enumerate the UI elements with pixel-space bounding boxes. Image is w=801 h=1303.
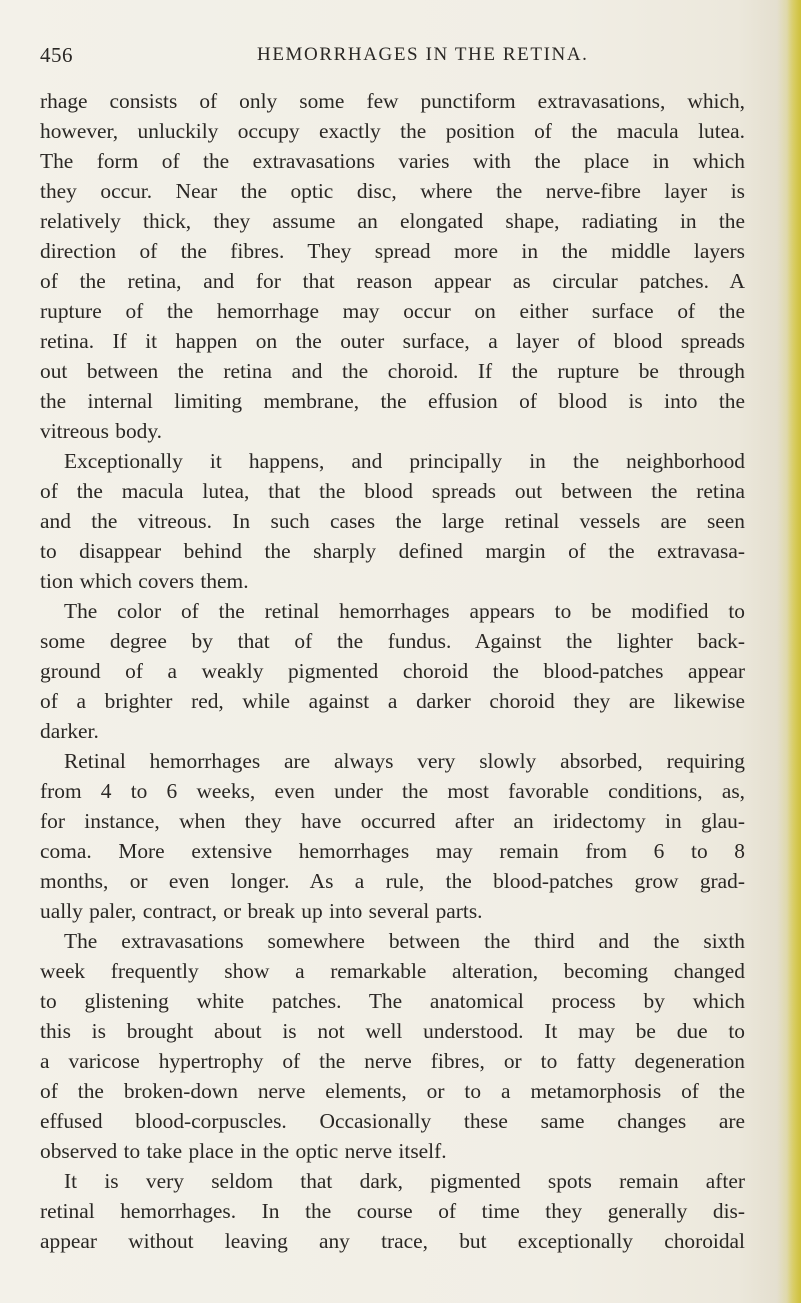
text-line: from 4 to 6 weeks, even under the most favorable conditions, as, [40, 779, 745, 803]
text-line: this is brought about is not well understood. It may be due to [40, 1019, 745, 1043]
text-line: effused blood-corpuscles. Occasionally these same changes are [40, 1109, 745, 1133]
text-line: of a brighter red, while against a darker choroid they are likewise [40, 689, 745, 713]
text-line: rhage consists of only some few punctiform extravasations, which, [40, 89, 745, 113]
text-line: of the macula lutea, that the blood spreads out between the retina [40, 479, 745, 503]
text-line: Retinal hemorrhages are always very slowly absorbed, requiring [64, 749, 745, 773]
text-line: the internal limiting membrane, the effusion of blood is into the [40, 389, 745, 413]
text-line: Exceptionally it happens, and principally in the neighborhood [64, 449, 745, 473]
text-line: direction of the fibres. They spread more in the middle layers [40, 239, 745, 263]
text-line: It is very seldom that dark, pigmented spots remain after [64, 1169, 745, 1193]
text-line: observed to take place in the optic nerve itself. [40, 1139, 447, 1163]
text-line: vitreous body. [40, 419, 163, 443]
text-line: to disappear behind the sharply defined margin of the extravasa- [40, 539, 745, 563]
text-line: of the broken-down nerve elements, or to a metamorphosis of the [40, 1079, 745, 1103]
text-line: The extravasations somewhere between the third and the sixth [64, 929, 745, 953]
running-head-title: HEMORRHAGES IN THE RETINA. [257, 44, 589, 65]
text-line: retina. If it happen on the outer surface, a layer of blood spreads [40, 329, 745, 353]
text-line: and the vitreous. In such cases the large retinal vessels are seen [40, 509, 745, 533]
text-line: to glistening white patches. The anatomical process by which [40, 989, 745, 1013]
text-line: ground of a weakly pigmented choroid the blood-patches appear [40, 659, 745, 683]
body-text [40, 86, 745, 1256]
text-line: retinal hemorrhages. In the course of time they generally dis- [40, 1199, 745, 1223]
text-line: week frequently show a remarkable alteration, becoming changed [40, 959, 745, 983]
text-line: a varicose hypertrophy of the nerve fibres, or to fatty degeneration [40, 1049, 745, 1073]
text-line: rupture of the hemorrhage may occur on either surface of the [40, 299, 745, 323]
text-line: however, unluckily occupy exactly the position of the macula lutea. [40, 119, 745, 143]
text-line: months, or even longer. As a rule, the blood-patches grow grad- [40, 869, 745, 893]
text-line: for instance, when they have occurred after an iridectomy in glau- [40, 809, 745, 833]
text-line: darker. [40, 719, 99, 743]
text-line: The form of the extravasations varies with the place in which [40, 149, 745, 173]
text-line: The color of the retinal hemorrhages appears to be modified to [64, 599, 745, 623]
running-head [40, 43, 740, 73]
text-line: relatively thick, they assume an elongated shape, radiating in the [40, 209, 745, 233]
page-edge [787, 0, 801, 1303]
page-number: 456 [40, 43, 73, 67]
text-line: they occur. Near the optic disc, where the nerve-fibre layer is [40, 179, 745, 203]
text-line: ually paler, contract, or break up into several parts. [40, 899, 483, 923]
text-line: some degree by that of the fundus. Against the lighter back- [40, 629, 745, 653]
text-line: coma. More extensive hemorrhages may remain from 6 to 8 [40, 839, 745, 863]
text-line: appear without leaving any trace, but exceptionally choroidal [40, 1229, 745, 1253]
text-line: tion which covers them. [40, 569, 249, 593]
text-line: out between the retina and the choroid. If the rupture be through [40, 359, 745, 383]
text-line: of the retina, and for that reason appear as circular patches. A [40, 269, 745, 293]
